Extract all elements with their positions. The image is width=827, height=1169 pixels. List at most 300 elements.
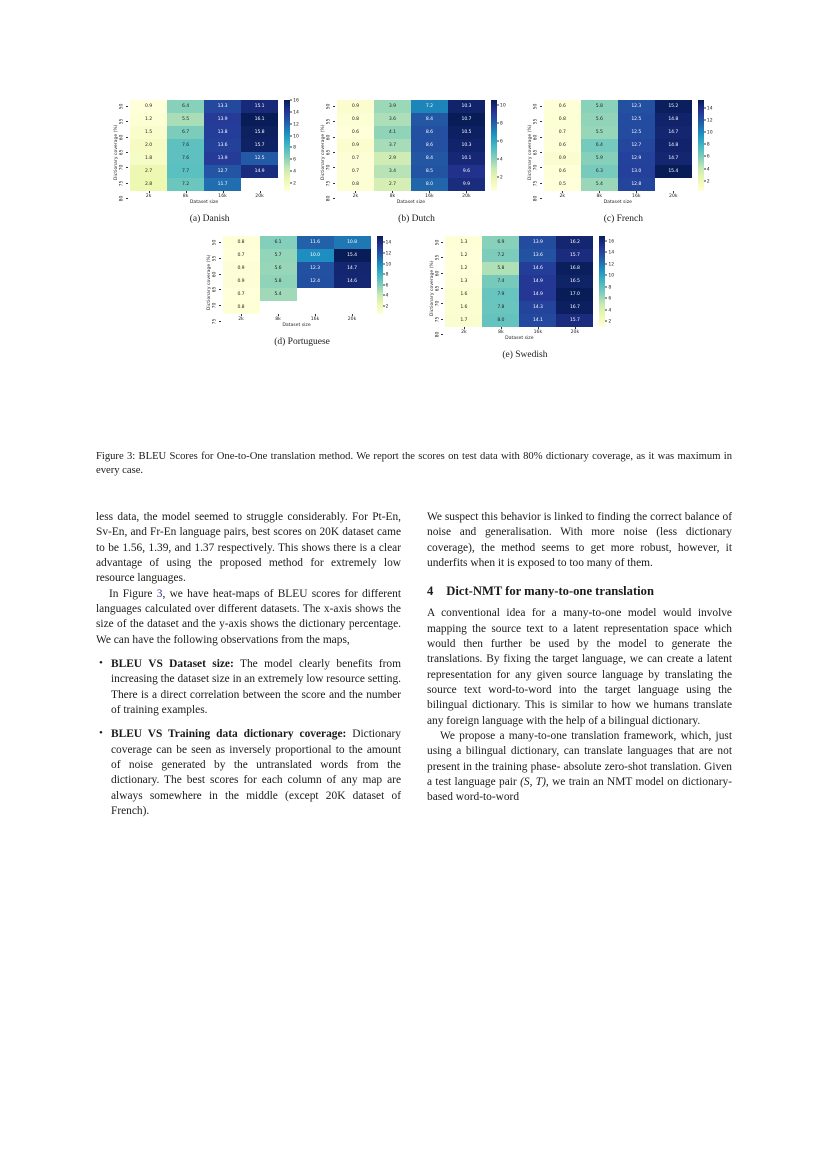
heatmap-cell: 4.1: [374, 126, 411, 139]
colorbar-tick-label: 6: [383, 283, 389, 288]
colorbar-tick-label: 12: [290, 122, 299, 127]
heatmap-cell: 10.3: [448, 100, 485, 113]
colorbar-tick-label: 2: [497, 176, 503, 181]
heatmap-cell: 13.0: [618, 165, 655, 178]
heatmap-cell: 6.7: [167, 126, 204, 139]
heatmap-cell: 14.8: [655, 113, 692, 126]
heatmap-cell: 2.0: [130, 139, 167, 152]
colorbar-tick-label: 10: [383, 262, 392, 267]
y-axis-label: Dictionary coverage (%): [206, 254, 212, 310]
heatmap-cell: 2.8: [130, 178, 167, 191]
x-tick-label: 20k: [448, 191, 485, 199]
y-tick-label: 60: [435, 267, 444, 280]
colorbar-tick-label: 6: [497, 140, 503, 145]
colorbar-tick-label: 8: [383, 273, 389, 278]
math-language-pair: (S, T): [520, 776, 546, 789]
heatmap-cell: 15.7: [556, 314, 593, 327]
heatmap-cell: 5.6: [581, 113, 618, 126]
heatmap-cell: 6.1: [260, 236, 297, 249]
heatmap-cell: 13.9: [519, 236, 556, 249]
y-tick-label: 60: [119, 131, 128, 144]
heatmap-cell: 6.9: [482, 236, 519, 249]
colorbar-ticks: [497, 100, 513, 191]
heatmap-cell: 14.6: [519, 262, 556, 275]
heatmap-cell: 8.0: [411, 178, 448, 191]
y-tick-label: 70: [435, 297, 444, 310]
paragraph-right-2: A conventional idea for a many-to-one model would involve mapping the source text to a latent representation space which would then further be used by the model to generate the translations. By fixing the target language, we can create a latent representation for any given source language by translating the source text word-to-word into the target language using the bilingual dictionary. This is similar to how we humans translate any foreign language with the help of a bilingual dictionary.: [427, 607, 732, 727]
colorbar-ticks: [605, 236, 621, 327]
list-item: [96, 657, 401, 718]
x-tick-label: 16k: [519, 327, 556, 335]
heatmap-cell: 10.1: [448, 152, 485, 165]
colorbar-tick-label: 8: [704, 143, 710, 148]
heatmap-cell: 12.8: [618, 178, 655, 191]
heatmap-plot: [527, 100, 720, 205]
heatmap-cell: 12.5: [618, 113, 655, 126]
paragraph-left-2-pre: In Figure: [109, 587, 157, 600]
paragraph-right-3: [427, 729, 732, 806]
colorbar-tick-label: 8: [497, 122, 503, 127]
heatmap-cell: 13.6: [519, 249, 556, 262]
heatmap-cell: 5.7: [260, 249, 297, 262]
heatmap-cell: 3.6: [374, 113, 411, 126]
x-tick-label: 2k: [223, 314, 260, 322]
heatmap-cell: 0.7: [223, 288, 260, 301]
x-axis-ticks: [130, 191, 278, 199]
heatmap-cell: 12.7: [204, 165, 241, 178]
heatmap-cell: 7.2: [411, 100, 448, 113]
heatmap-cell: 0.5: [544, 178, 581, 191]
heatmap-cell: 1.2: [445, 262, 482, 275]
heatmap-cell: 10.8: [334, 236, 371, 249]
colorbar-tick-label: 14: [383, 241, 392, 246]
heatmap-cell: 5.4: [260, 288, 297, 301]
heatmap-cell: 12.9: [618, 152, 655, 165]
heatmap-cell: 7.8: [482, 301, 519, 314]
x-tick-label: 8k: [581, 191, 618, 199]
observations-list: [96, 657, 401, 819]
heatmap-cell: 16.1: [241, 113, 278, 126]
heatmap-cell: 5.6: [260, 262, 297, 275]
colorbar-tick-label: 10: [290, 134, 299, 139]
heatmap-cell: 2.9: [374, 152, 411, 165]
y-tick-label: 80: [326, 192, 335, 205]
heatmap-cell: 0.9: [130, 100, 167, 113]
heatmap-cell: 1.5: [130, 126, 167, 139]
heatmap-panel-danish: [113, 100, 306, 224]
colorbar-tick-label: 10: [497, 104, 506, 109]
heatmap-cell: 14.7: [334, 262, 371, 275]
heatmap-cell: 12.5: [618, 126, 655, 139]
colorbar-tick-label: 2: [605, 320, 611, 325]
heatmap-cell: 5.4: [581, 178, 618, 191]
heatmap-cell: 0.7: [337, 165, 374, 178]
heatmap-cell: 8.0: [482, 314, 519, 327]
paragraph-right-3-pre: We propose a many-to-one translation framework, which, just using a bilingual dictionary, can translate languages that are not present in the training phase- absolute zero-shot translation. Given a test language pair: [427, 730, 732, 789]
colorbar-tick-label: 8: [290, 146, 296, 151]
bullet-title: BLEU VS Dataset size:: [111, 657, 234, 670]
colorbar-tick-label: 8: [605, 285, 611, 290]
heatmap-cell: 14.9: [519, 288, 556, 301]
y-axis-ticks: [435, 236, 446, 341]
y-axis-ticks: [212, 236, 223, 328]
colorbar-tick-label: 4: [497, 158, 503, 163]
heatmap-cell: 10.0: [297, 249, 334, 262]
colorbar: [599, 236, 621, 341]
heatmap-cell: 5.8: [482, 262, 519, 275]
heatmap-cell: 17.0: [556, 288, 593, 301]
y-tick-label: 55: [326, 115, 335, 128]
x-tick-label: 2k: [337, 191, 374, 199]
y-tick-label: 65: [212, 283, 221, 296]
subfigure-caption-french: (c) French: [603, 214, 643, 224]
heatmap-cell: 1.3: [445, 275, 482, 288]
heatmap-cell: 10.3: [448, 139, 485, 152]
colorbar-tick-label: 12: [383, 252, 392, 257]
figure-caption: [96, 450, 732, 478]
y-tick-label: 65: [435, 282, 444, 295]
heatmap-cell: 7.9: [482, 288, 519, 301]
heatmap-cell: 11.6: [297, 236, 334, 249]
figure-row-top: [0, 100, 827, 224]
y-tick-label: 75: [212, 315, 221, 328]
heatmap-plot: [113, 100, 306, 205]
bullet-text: Dictionary coverage can be seen as inversely proportional to the amount of noise generated by the untranslated words from the dictionary. The best scores for each column of any map are always somewhere in the middle (except 20K dataset of French).: [111, 728, 401, 817]
heatmap-cell: 7.2: [482, 249, 519, 262]
colorbar-tick-label: 16: [605, 239, 614, 244]
x-tick-label: 20k: [655, 191, 692, 199]
heatmap-cell: 15.4: [655, 165, 692, 178]
figure-3: [0, 100, 827, 360]
heatmap-cell: 3.7: [374, 139, 411, 152]
colorbar-ticks: [290, 100, 306, 191]
heatmap-cell: 15.7: [556, 249, 593, 262]
figure-caption-text: BLEU Scores for One-to-One translation method. We report the scores on test data with 80% dictionary coverage, as it was maximum in every case.: [96, 451, 732, 477]
heatmap-cell: 12.5: [241, 152, 278, 165]
heatmap-cell: 0.6: [544, 165, 581, 178]
heatmap-cell: 14.9: [241, 165, 278, 178]
heatmap-cell: 15.8: [241, 126, 278, 139]
heatmap-cell: 0.7: [544, 126, 581, 139]
y-tick-label: 60: [212, 268, 221, 281]
heatmap-cell: 15.1: [241, 100, 278, 113]
heatmap-cell: 8.5: [411, 165, 448, 178]
x-tick-label: 20k: [334, 314, 371, 322]
heatmap-cell: 0.9: [337, 139, 374, 152]
heatmap-cell: 2.7: [374, 178, 411, 191]
y-tick-label: 80: [533, 192, 542, 205]
heatmap-cell-empty: [655, 178, 692, 191]
subfigure-caption-swedish: (e) Swedish: [502, 350, 548, 360]
subfigure-caption-portuguese: (d) Portuguese: [274, 337, 330, 347]
figure-caption-label: Figure 3:: [96, 451, 139, 462]
heatmap-cell: 1.6: [445, 301, 482, 314]
body-columns: [96, 510, 732, 828]
y-tick-label: 50: [435, 236, 444, 249]
heatmap-cell: 0.6: [544, 139, 581, 152]
heatmap-cell: 6.3: [581, 165, 618, 178]
colorbar: [377, 236, 399, 328]
x-tick-label: 8k: [374, 191, 411, 199]
heatmap-cell: 7.6: [167, 152, 204, 165]
y-axis-label: Dictionary coverage (%): [429, 260, 435, 317]
figure-row-bottom: [0, 236, 827, 360]
heatmap-cell: 0.9: [223, 262, 260, 275]
colorbar-tick-label: 6: [605, 297, 611, 302]
section-heading-4: [427, 584, 732, 599]
heatmap-cell: 0.8: [223, 236, 260, 249]
heatmap-grid: [445, 236, 593, 327]
x-axis-label: Dataset size: [189, 200, 219, 205]
y-tick-label: 75: [533, 177, 542, 190]
colorbar-tick-label: 12: [605, 262, 614, 267]
heatmap-cell: 7.7: [167, 165, 204, 178]
heatmap-cell: 16.8: [556, 262, 593, 275]
heatmap-cell: 7.2: [167, 178, 204, 191]
heatmap-cell: 16.7: [556, 301, 593, 314]
heatmap-panel-dutch: [320, 100, 513, 224]
heatmap-grid: [130, 100, 278, 191]
heatmap-cell: 0.6: [544, 100, 581, 113]
colorbar-tick-label: 6: [704, 155, 710, 160]
heatmap-cell: 3.9: [374, 100, 411, 113]
heatmap-grid: [223, 236, 371, 314]
bullet-text: The model clearly benefits from increasing the dataset size in an extremely low resource setting. There is a direct correlation between the score and the number of training examples.: [111, 657, 401, 716]
x-tick-label: 8k: [482, 327, 519, 335]
heatmap-cell: 8.4: [411, 152, 448, 165]
colorbar-tick-label: 6: [290, 158, 296, 163]
y-axis-label: Dictionary coverage (%): [321, 124, 327, 181]
bullet-title: BLEU VS Training data dictionary coverage:: [111, 728, 347, 741]
y-axis-ticks: [326, 100, 337, 205]
paragraph-right-1: We suspect this behavior is linked to finding the correct balance of noise and generalisation. With more noise (less dictionary coverage), the method seems to get more robust, however, it underfits when it is exposed to too many of them.: [427, 511, 732, 569]
heatmap-cell: 14.8: [655, 139, 692, 152]
subfigure-caption-danish: (a) Danish: [189, 214, 230, 224]
heatmap-cell: 8.6: [411, 139, 448, 152]
x-tick-label: 2k: [445, 327, 482, 335]
heatmap-cell: 13.6: [204, 139, 241, 152]
heatmap-panel-swedish: [429, 236, 622, 360]
heatmap-cell: 0.7: [337, 152, 374, 165]
y-tick-label: 65: [119, 146, 128, 159]
heatmap-cell-empty: [334, 301, 371, 314]
heatmap-cell: 12.7: [618, 139, 655, 152]
y-tick-label: 75: [326, 177, 335, 190]
colorbar: [284, 100, 306, 205]
y-tick-label: 70: [326, 161, 335, 174]
x-axis-ticks: [337, 191, 485, 199]
paragraph-left-2: [96, 587, 401, 648]
heatmap-cell: 0.8: [337, 113, 374, 126]
heatmap-cell-empty: [334, 288, 371, 301]
x-tick-label: 8k: [260, 314, 297, 322]
heatmap-cell: 5.8: [581, 100, 618, 113]
colorbar-tick-label: 4: [383, 294, 389, 299]
section-title: Dict-NMT for many-to-one translation: [446, 584, 654, 599]
y-tick-label: 75: [119, 177, 128, 190]
y-tick-label: 70: [212, 299, 221, 312]
y-tick-label: 50: [326, 100, 335, 113]
y-axis-label: Dictionary coverage (%): [527, 124, 533, 181]
colorbar-ticks: [383, 236, 399, 314]
heatmap-cell: 8.4: [411, 113, 448, 126]
heatmap-cell: 0.9: [337, 100, 374, 113]
x-axis-ticks: [223, 314, 371, 322]
x-axis-ticks: [445, 327, 593, 335]
heatmap-panel-portuguese: [206, 236, 399, 347]
heatmap-plot: [320, 100, 513, 205]
heatmap-cell: 14.7: [655, 126, 692, 139]
heatmap-cell: 12.3: [297, 262, 334, 275]
heatmap-panel-french: [527, 100, 720, 224]
heatmap-cell: 8.6: [411, 126, 448, 139]
heatmap-cell: 3.4: [374, 165, 411, 178]
heatmap-cell: 1.2: [445, 249, 482, 262]
colorbar-tick-label: 12: [704, 118, 713, 123]
heatmap-cell: 5.9: [581, 152, 618, 165]
y-tick-label: 80: [435, 328, 444, 341]
heatmap-cell: 12.4: [297, 275, 334, 288]
colorbar-tick-label: 14: [290, 110, 299, 115]
heatmap-cell: 7.6: [167, 139, 204, 152]
heatmap-cell: 6.4: [581, 139, 618, 152]
y-tick-label: 80: [119, 192, 128, 205]
colorbar-tick-label: 10: [704, 130, 713, 135]
y-tick-label: 50: [212, 236, 221, 249]
colorbar-ticks: [704, 100, 720, 191]
paragraph-left-2-post: , we have heat-maps of BLEU scores for different languages calculated over different datasets. The x-axis shows the size of the dataset and the y-axis shows the dictionary percentage. We can have the following observations from the maps,: [96, 587, 401, 646]
heatmap-grid: [544, 100, 692, 191]
x-tick-label: 16k: [297, 314, 334, 322]
colorbar: [698, 100, 720, 205]
heatmap-cell: 14.1: [519, 314, 556, 327]
y-axis-ticks: [533, 100, 544, 205]
x-tick-label: 16k: [411, 191, 448, 199]
heatmap-cell-empty: [260, 301, 297, 314]
colorbar: [491, 100, 513, 205]
y-tick-label: 70: [119, 161, 128, 174]
y-tick-label: 55: [533, 115, 542, 128]
y-tick-label: 55: [435, 251, 444, 264]
heatmap-cell: 13.9: [204, 113, 241, 126]
heatmap-cell: 10.7: [448, 113, 485, 126]
heatmap-cell: 0.8: [337, 178, 374, 191]
y-tick-label: 70: [533, 161, 542, 174]
heatmap-cell: 0.6: [337, 126, 374, 139]
x-tick-label: 2k: [544, 191, 581, 199]
heatmap-cell: 9.6: [448, 165, 485, 178]
heatmap-cell-empty: [297, 288, 334, 301]
colorbar-tick-label: 14: [605, 251, 614, 256]
x-axis-ticks: [544, 191, 692, 199]
heatmap-cell: 14.7: [655, 152, 692, 165]
x-tick-label: 20k: [556, 327, 593, 335]
heatmap-cell: 5.8: [260, 275, 297, 288]
heatmap-cell: 10.5: [448, 126, 485, 139]
x-axis-label: Dataset size: [603, 200, 632, 205]
heatmap-cell: 0.9: [544, 152, 581, 165]
colorbar-tick-label: 2: [704, 179, 710, 184]
y-tick-label: 65: [533, 146, 542, 159]
y-tick-label: 65: [326, 146, 335, 159]
heatmap-cell: 14.6: [334, 275, 371, 288]
paragraph-left-1: less data, the model seemed to struggle considerably. For Pt-En, Sv-En, and Fr-En language pairs, best scores on 20K dataset came to be 1.56, 1.39, and 1.37 respectively. This shows there is a clear advantage of using the proposed method for extremely low resource languages.: [96, 511, 401, 585]
heatmap-cell: 9.9: [448, 178, 485, 191]
heatmap-cell: 0.7: [223, 249, 260, 262]
heatmap-cell-empty: [241, 178, 278, 191]
x-tick-label: 16k: [204, 191, 241, 199]
heatmap-cell: 12.3: [618, 100, 655, 113]
colorbar-tick-label: 10: [605, 274, 614, 279]
y-tick-label: 60: [533, 131, 542, 144]
colorbar-tick-label: 4: [605, 308, 611, 313]
heatmap-cell: 15.2: [655, 100, 692, 113]
colorbar-tick-label: 16: [290, 98, 299, 103]
colorbar-tick-label: 2: [290, 182, 296, 187]
heatmap-grid: [337, 100, 485, 191]
heatmap-cell: 14.3: [519, 301, 556, 314]
heatmap-cell: 5.5: [167, 113, 204, 126]
heatmap-cell: 2.7: [130, 165, 167, 178]
heatmap-plot: [429, 236, 622, 341]
x-tick-label: 2k: [130, 191, 167, 199]
y-tick-label: 50: [533, 100, 542, 113]
section-number: 4: [427, 584, 434, 599]
y-tick-label: 55: [119, 115, 128, 128]
colorbar-tick-label: 4: [704, 167, 710, 172]
heatmap-cell: 13.3: [204, 100, 241, 113]
heatmap-cell: 13.8: [204, 126, 241, 139]
heatmap-cell: 1.7: [445, 314, 482, 327]
heatmap-plot: [206, 236, 399, 328]
y-tick-label: 75: [435, 313, 444, 326]
x-tick-label: 8k: [167, 191, 204, 199]
heatmap-cell: 14.9: [519, 275, 556, 288]
x-axis-label: Dataset size: [396, 200, 426, 205]
heatmap-cell: 5.5: [581, 126, 618, 139]
heatmap-cell: 1.2: [130, 113, 167, 126]
heatmap-cell: 13.9: [204, 152, 241, 165]
heatmap-cell: 15.7: [241, 139, 278, 152]
figure-reference-link[interactable]: 3: [156, 587, 163, 600]
colorbar-tick-label: 2: [383, 305, 389, 310]
heatmap-cell: 15.4: [334, 249, 371, 262]
y-tick-label: 60: [326, 131, 335, 144]
paragraph-right-3-post: , we train an NMT model on dictionary-based word-to-word: [427, 776, 732, 804]
heatmap-cell: 1.3: [445, 236, 482, 249]
heatmap-cell: 1.6: [445, 288, 482, 301]
x-axis-label: Dataset size: [282, 323, 311, 328]
colorbar-tick-label: 4: [290, 170, 296, 175]
heatmap-cell: 0.9: [223, 275, 260, 288]
x-axis-label: Dataset size: [505, 336, 534, 341]
y-tick-label: 55: [212, 252, 221, 265]
heatmap-cell: 7.4: [482, 275, 519, 288]
y-axis-ticks: [119, 100, 130, 205]
heatmap-cell: 16.2: [556, 236, 593, 249]
column-left: [96, 510, 401, 828]
heatmap-cell-empty: [297, 301, 334, 314]
x-tick-label: 16k: [618, 191, 655, 199]
heatmap-cell: 0.8: [223, 301, 260, 314]
heatmap-cell: 11.7: [204, 178, 241, 191]
y-axis-label: Dictionary coverage (%): [114, 124, 120, 181]
list-item: [96, 727, 401, 819]
subfigure-caption-dutch: (b) Dutch: [398, 214, 435, 224]
y-tick-label: 50: [119, 100, 128, 113]
heatmap-cell: 1.8: [130, 152, 167, 165]
heatmap-cell: 16.5: [556, 275, 593, 288]
